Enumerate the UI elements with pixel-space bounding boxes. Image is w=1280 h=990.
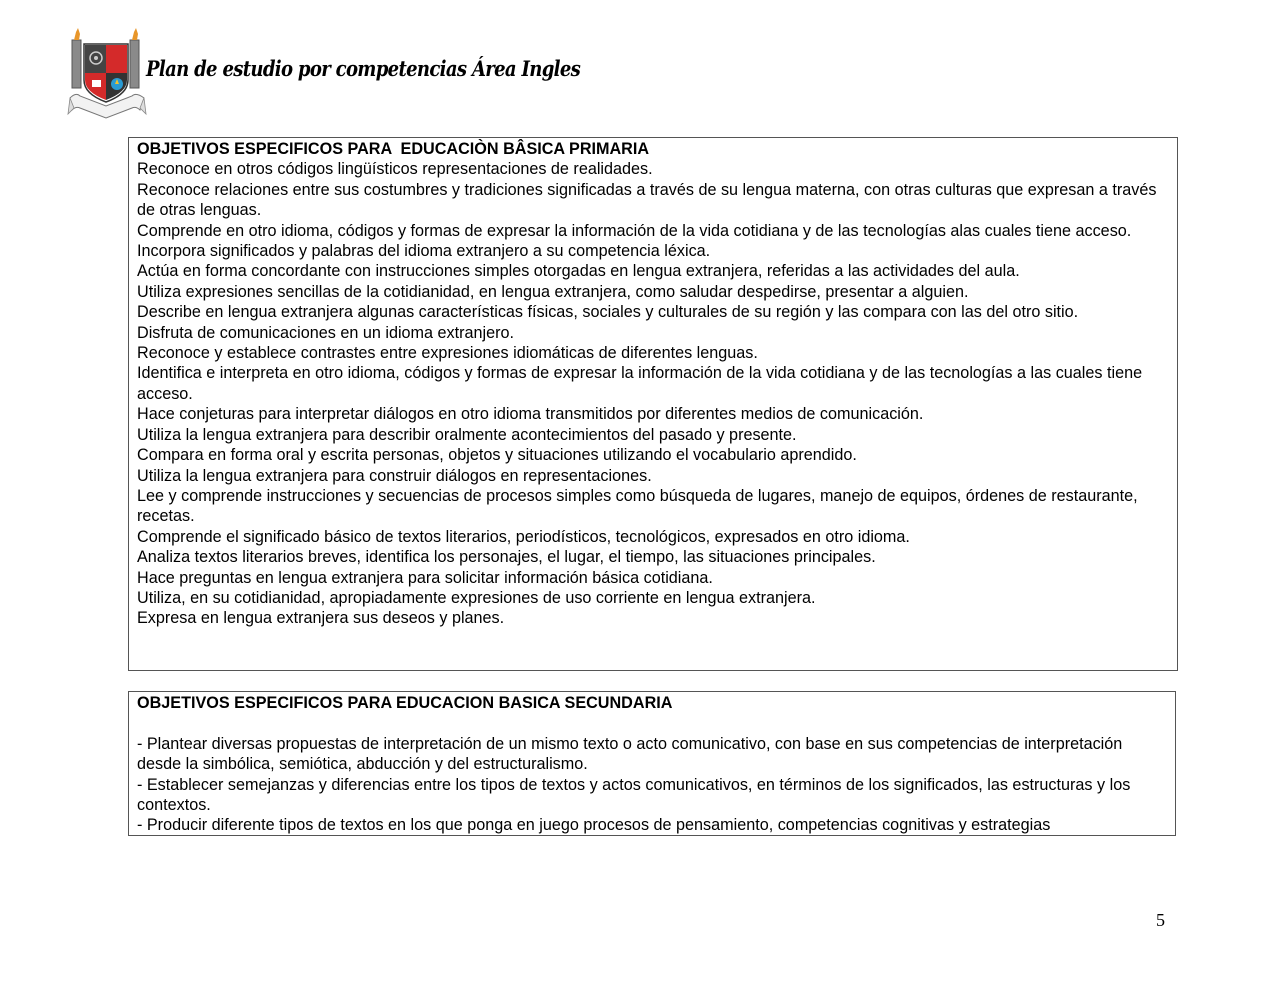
primaria-item: Hace conjeturas para interpretar diálogos en otro idioma transmitidos por diferentes medios de comunicación. xyxy=(137,405,924,424)
primaria-item: Analiza textos literarios breves, identifica los personajes, el lugar, el tiempo, las situaciones principales. xyxy=(137,548,876,567)
primaria-item: Reconoce y establece contrastes entre expresiones idiomáticas de diferentes lenguas. xyxy=(137,344,758,363)
page-header xyxy=(66,28,651,122)
secundaria-item: - Producir diferente tipos de textos en los que ponga en juego procesos de pensamiento, competencias cognitivas y estrategias xyxy=(137,816,1051,835)
secundaria-item: - Plantear diversas propuestas de interpretación de un mismo texto o acto comunicativo, con base en sus competencias de interpretación desde la simbólica, semiótica, abducción y del estructuralismo. xyxy=(137,734,1123,774)
secundaria-objectives-box xyxy=(128,691,1176,836)
secundaria-item: - Establecer semejanzas y diferencias entre los tipos de textos y actos comunicativos, en términos de los significados, las estructuras y los contextos. xyxy=(137,775,1131,815)
document-title: Plan de estudio por competencias Área Ingles xyxy=(146,56,581,81)
page-number: 5 xyxy=(1156,910,1165,930)
primaria-heading: OBJETIVOS ESPECIFICOS PARA EDUCACIÒN BÂSICA PRIMARIA xyxy=(137,140,650,158)
primaria-item: Expresa en lengua extranjera sus deseos y planes. xyxy=(137,609,505,628)
primaria-item: Incorpora significados y palabras del idioma extranjero a su competencia léxica. xyxy=(137,242,711,261)
primaria-item: Utiliza expresiones sencillas de la cotidianidad, en lengua extranjera, como saludar despedirse, presentar a alguien. xyxy=(137,282,969,301)
primaria-item: Disfruta de comunicaciones en un idioma extranjero. xyxy=(137,323,515,342)
primaria-item: Comprende en otro idioma, códigos y formas de expresar la información de la vida cotidiana y de las tecnologías alas cuales tiene acceso. xyxy=(137,221,1132,240)
primaria-item: Reconoce en otros códigos lingüísticos representaciones de realidades. xyxy=(137,160,653,179)
secundaria-heading: OBJETIVOS ESPECIFICOS PARA EDUCACION BASICA SECUNDARIA xyxy=(137,694,673,712)
primaria-item: Hace preguntas en lengua extranjera para solicitar información básica cotidiana. xyxy=(137,568,713,587)
primaria-objectives-box xyxy=(128,137,1178,671)
primaria-item: Lee y comprende instrucciones y secuencias de procesos simples como búsqueda de lugares, manejo de equipos, órdenes de restaurante, recetas. xyxy=(137,486,1138,526)
blank-line xyxy=(137,713,1167,733)
primaria-item: Identifica e interpreta en otro idioma, códigos y formas de expresar la información de la vida cotidiana y de las tecnologías a las cuales tiene acceso. xyxy=(137,364,1143,403)
primaria-item: Compara en forma oral y escrita personas, objetos y situaciones utilizando el vocabulario aprendido. xyxy=(137,446,857,465)
primaria-item: Actúa en forma concordante con instrucciones simples otorgadas en lengua extranjera, referidas a las actividades del aula. xyxy=(137,262,1020,281)
primaria-item: Utiliza la lengua extranjera para describir oralmente acontecimientos del pasado y presente. xyxy=(137,425,797,444)
primaria-item: Utiliza la lengua extranjera para construir diálogos en representaciones. xyxy=(137,466,652,485)
primaria-item: Comprende el significado básico de textos literarios, periodísticos, tecnológicos, expresados en otro idioma. xyxy=(137,527,910,546)
school-crest-icon xyxy=(66,28,148,122)
primaria-item: Describe en lengua extranjera algunas características físicas, sociales y culturales de su región y las compara con las del otro sitio. xyxy=(137,303,1079,322)
primaria-item: Reconoce relaciones entre sus costumbres y tradiciones significadas a través de su lengua materna, con otras culturas que expresan a través de otras lenguas. xyxy=(137,180,1157,220)
primaria-item: Utiliza, en su cotidianidad, apropiadamente expresiones de uso corriente en lengua extranjera. xyxy=(137,588,816,607)
